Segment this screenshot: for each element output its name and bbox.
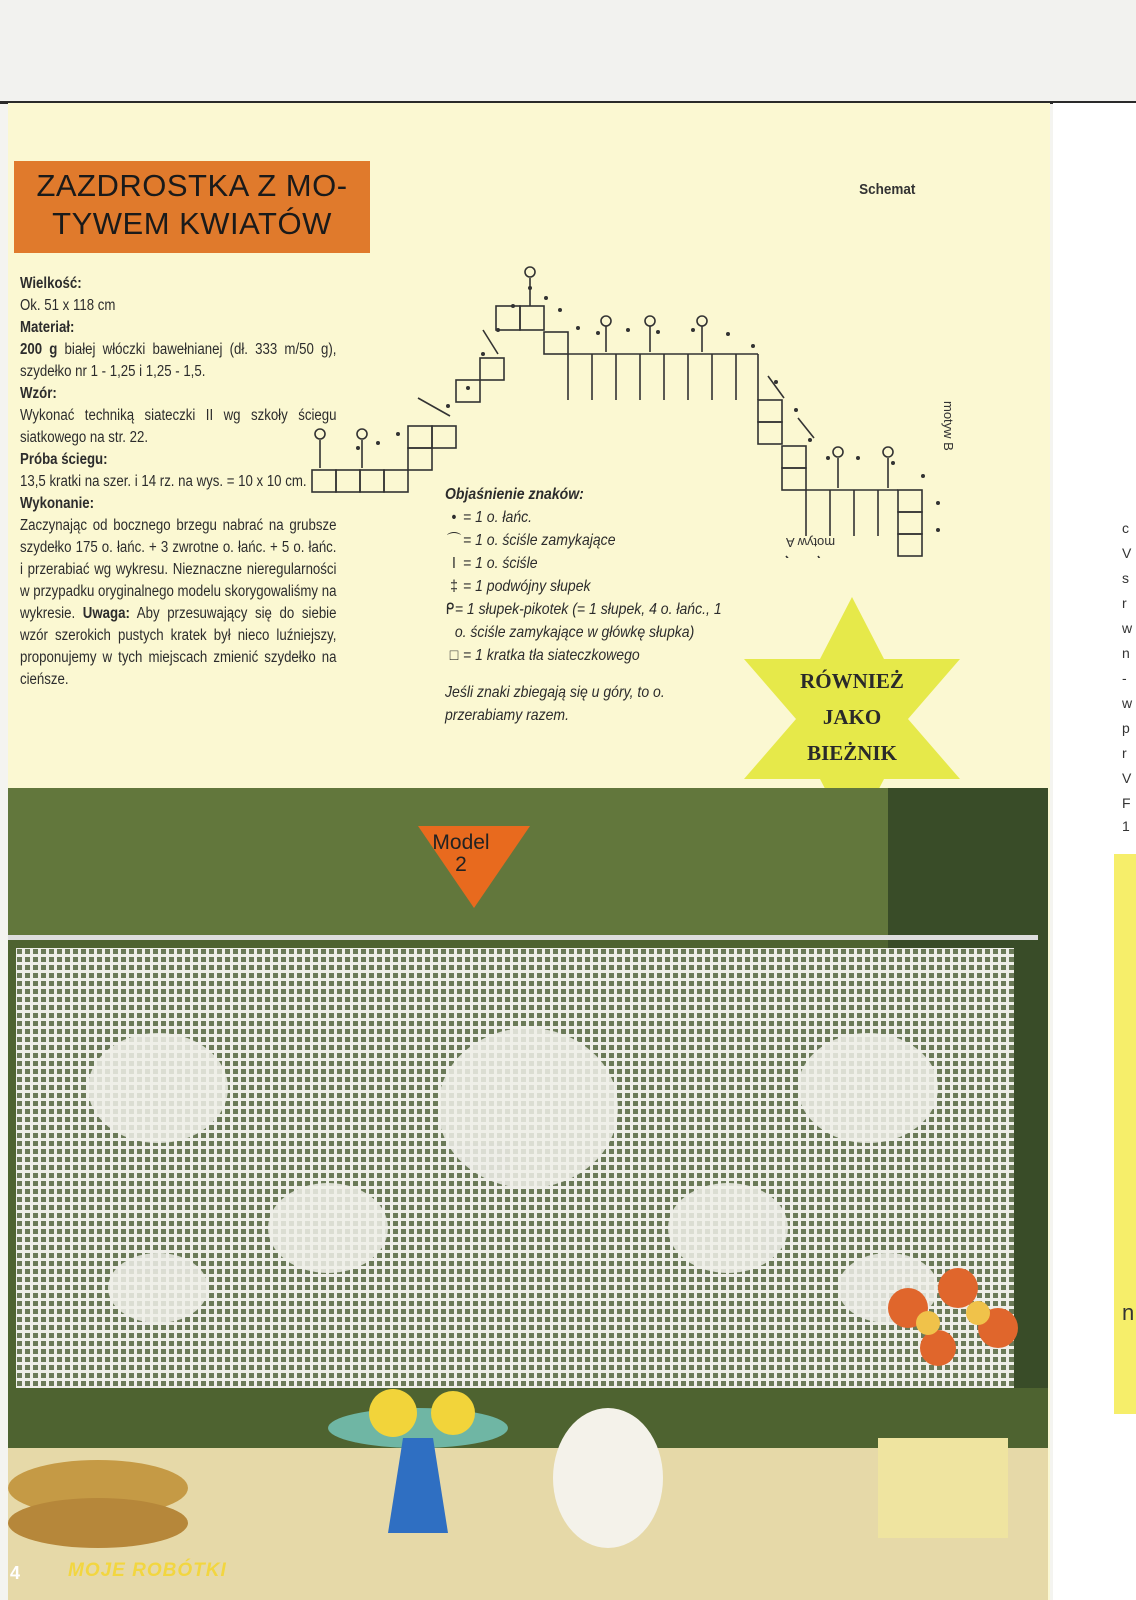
adjacent-page-text: s (1122, 570, 1129, 586)
execution-text: Zaczynając od bocznego brzegu nabrać na grubsze szydełko 175 o. łańc. + 3 zwrotne o. łańc. + 5 o. łańc. i przerabiać wg wykresu. Nieznaczne nieregularności w przypadku oryginalnego modelu skorygowaliśmy na wykresie. (20, 517, 337, 622)
magazine-page (8, 103, 1050, 1600)
motif-a-label: motyw A (786, 535, 836, 550)
legend-item: ‡ = 1 podwójny słupek (445, 575, 733, 598)
legend-item: I = 1 o. ściśle (445, 552, 733, 575)
chain-symbol-icon: • (451, 509, 457, 526)
page-number: 4 (10, 1563, 21, 1583)
picot-icon: ᑭ (445, 601, 455, 618)
adjacent-page-text: n (1122, 1300, 1135, 1325)
material-text: białej włóczki bawełnianej (dł. 333 m/50 g), szydełko nr 1 - 1,25 i 1,25 - 1,5. (20, 341, 337, 380)
top-margin (0, 0, 1136, 103)
slip-stitch-icon: ⌒ (446, 532, 462, 549)
adjacent-page-strip (1053, 103, 1136, 1600)
title-line-1: ZAZDROSTKA Z MO- (36, 168, 348, 203)
note-text: Aby przesuwający się do siebie wzór szerokich pustych kratek był nieco luźniejszy, proponujemy w tych miejscach zmienić szydełko na cieńsze. (20, 605, 337, 688)
size-value: Ok. 51 x 118 cm (20, 297, 116, 314)
single-crochet-icon: I (452, 555, 456, 572)
adjacent-page-text: p (1122, 720, 1130, 736)
adjacent-page-text: w (1122, 695, 1133, 711)
adjacent-page-text: w (1122, 620, 1133, 636)
material-label: Materiał: (20, 319, 75, 336)
title-line-2: TYWEM KWIATÓW (52, 206, 332, 241)
adjacent-page-text: c (1122, 520, 1129, 536)
adjacent-page-text: V (1122, 545, 1132, 561)
star-badge-text: RÓWNIEŻ JAKO BIEŻNIK (800, 669, 904, 765)
adjacent-page-text: n (1122, 645, 1130, 661)
adjacent-page-text: 1 (1122, 818, 1130, 834)
instructions (20, 273, 336, 691)
pattern-text: Wykonać techniką siateczki II wg szkoły ściegu siatkowego na str. 22. (20, 407, 337, 446)
adjacent-page-text: - (1122, 670, 1127, 686)
double-treble-icon: ‡ (450, 578, 458, 595)
note-label: Uwaga: (82, 605, 130, 622)
pattern-label: Wzór: (20, 385, 57, 402)
adjacent-page-text: F (1122, 795, 1131, 811)
adjacent-page-text: r (1122, 595, 1127, 611)
magazine-brand: MOJE ROBÓTKI (68, 1560, 227, 1581)
schema-label: Schemat (859, 181, 916, 198)
curtain-photo (8, 788, 1048, 1600)
legend-note: Jeśli znaki zbiegają się u góry, to o. przerabiamy razem. (445, 684, 665, 724)
motif-b-label: motyw B (941, 401, 956, 451)
mesh-square-icon: □ (449, 647, 459, 664)
gauge-text: 13,5 kratki na szer. i 14 rz. na wys. = 10 x 10 cm. (20, 473, 307, 490)
material-amount: 200 g (20, 341, 58, 358)
legend-item: ᑭ = 1 słupek-pikotek (= 1 słupek, 4 o. łańc., 1 o. ściśle zamykające w główkę słupka) (445, 598, 733, 644)
legend-item: ⌒ = 1 o. ściśle zamykające (445, 529, 733, 552)
legend (445, 483, 733, 727)
size-label: Wielkość: (20, 275, 82, 292)
adjacent-page-text: V (1122, 770, 1132, 786)
adjacent-page-text: r (1122, 745, 1127, 761)
legend-item: • = 1 o. łańc. (445, 506, 733, 529)
adjacent-page-color-bar (1114, 854, 1136, 1414)
legend-heading: Objaśnienie znaków: (445, 486, 584, 503)
legend-item: □ = 1 kratka tła siateczkowego (445, 644, 733, 667)
execution-label: Wykonanie: (20, 495, 95, 512)
gauge-label: Próba ściegu: (20, 451, 108, 468)
model-badge-text: Model 2 (432, 831, 490, 876)
